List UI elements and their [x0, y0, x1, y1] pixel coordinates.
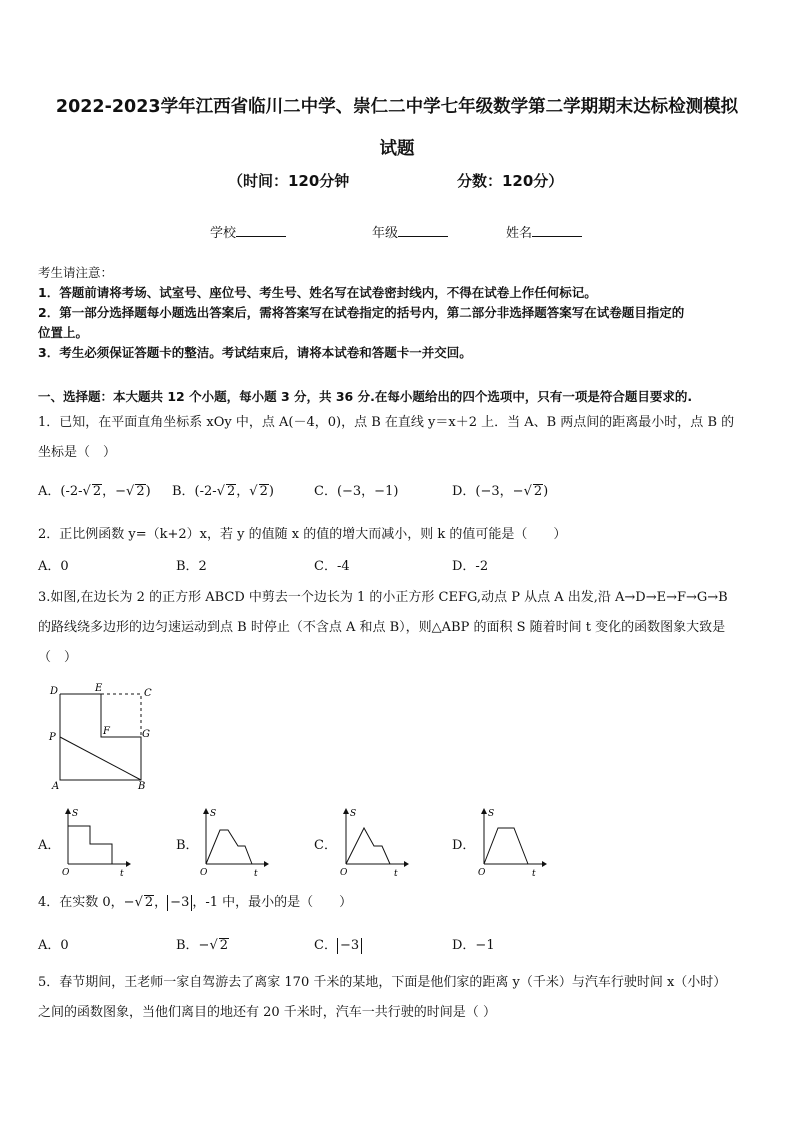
q3-polygon — [60, 694, 141, 780]
q1-a-radicand-2: 2 — [136, 484, 145, 499]
graph-a-curve — [68, 826, 112, 864]
q1-b-post: ) — [268, 484, 274, 499]
q3-graph-a — [62, 806, 132, 878]
grade-blank — [398, 223, 448, 237]
s-label: S — [210, 809, 217, 819]
notice-item-2-cont: 位置上。 — [38, 325, 89, 340]
q1-a-radicand: 2 — [92, 484, 102, 499]
y-axis-arrow — [343, 808, 349, 814]
q1-options — [38, 478, 760, 506]
q1-b-radicand: 2 — [226, 484, 236, 499]
q1-a-pre: A．(-2- — [38, 484, 83, 499]
q4-option-c — [314, 932, 362, 960]
q3-graph-d — [478, 806, 548, 878]
s-label: S — [72, 809, 79, 819]
notice-item-1: 1．答题前请将考场、试室号、座位号、考生号、姓名写在试卷密封线内，不得在试卷上作任何标记。 — [38, 285, 597, 300]
x-axis-arrow — [542, 861, 547, 867]
q1-d-post: ) — [543, 484, 549, 499]
name-field — [506, 222, 582, 241]
q1-option-b — [172, 478, 274, 506]
sqrt-sign: √ — [134, 895, 143, 910]
q1-d-radicand: 2 — [533, 484, 543, 499]
q4-option-b — [176, 932, 229, 960]
q3-segment-pb — [60, 737, 141, 780]
q4-c-abs: −3 — [337, 938, 362, 954]
q4-options — [38, 932, 760, 960]
q1-option-d — [452, 478, 548, 506]
q5-line1: 5．春节期间，王老师一家自驾游去了离家 170 千米的某地，下面是他们家的距离 y（千米）与汽车行驶时间 x（小时） — [38, 975, 727, 990]
q3-option-b-label: B． — [176, 838, 199, 853]
q5-line2: 之间的函数图象，当他们离目的地还有 20 千米时，汽车一共行驶的时间是（ ） — [38, 1005, 496, 1020]
q4-stem-pre: 4．在实数 0，− — [38, 895, 135, 910]
q3-option-a-label: A． — [38, 838, 61, 853]
s-label: S — [350, 809, 357, 819]
exam-title-line2: 试题 — [379, 139, 415, 159]
sqrt-sign: √ — [209, 938, 218, 953]
q2-option-a: A．0 — [38, 559, 69, 574]
exam-meta — [0, 170, 794, 194]
label-b: B — [138, 781, 146, 792]
q1-option-a — [38, 478, 151, 506]
label-g: G — [142, 729, 150, 740]
q4-abs-value: −3 — [167, 895, 192, 911]
q2-option-d: D．-2 — [452, 559, 489, 574]
q4-radicand: 2 — [144, 895, 154, 910]
label-p: P — [49, 732, 56, 743]
q3-graph-c — [340, 806, 410, 878]
q1-option-c: C．(−3，−1) — [314, 484, 399, 499]
q4-stem-post: ，-1 中，最小的是（ ） — [192, 895, 353, 910]
q3-line1: 3.如图,在边长为 2 的正方形 ABCD 中剪去一个边长为 1 的小正方形 CEFG,动点 P 从点 A 出发,沿 A→D→E→F→G→B — [38, 590, 728, 605]
name-label: 姓名 — [506, 226, 533, 241]
notice-item-3: 3．考生必须保证答题卡的整洁。考试结束后，请将本试卷和答题卡一并交回。 — [38, 345, 472, 360]
notice-item-2: 2．第一部分选择题每小题选出答案后，需将答案写在试卷指定的括号内，第二部分非选择题答案写在试卷题目指定的 — [38, 305, 685, 320]
label-f: F — [103, 726, 110, 737]
q3-line3: （ ） — [38, 650, 78, 665]
o-label: O — [200, 868, 208, 878]
q4-c-pre: C． — [314, 938, 337, 953]
q4-stem-mid: ， — [154, 895, 168, 910]
y-axis-arrow — [65, 808, 71, 814]
q2-stem: 2．正比例函数 y=（k+2）x，若 y 的值随 x 的值的增大而减小，则 k 的值可能是（ ） — [38, 527, 567, 542]
q1-d-pre: D．(−3，− — [452, 484, 524, 499]
exam-score: 分数：120分） — [457, 172, 564, 190]
sqrt-sign: √ — [82, 484, 91, 499]
sqrt-sign: √ — [216, 484, 225, 499]
graph-b-curve — [206, 830, 252, 864]
q1-b-mid: ， — [236, 484, 250, 499]
graph-c-curve — [346, 828, 390, 864]
q3-line2: 的路线绕多边形的边匀速运动到点 B 时停止（不含点 A 和点 B），则△ABP 的面积 S 随着时间 t 变化的函数图象大致是 — [38, 620, 726, 635]
q3-option-d-label: D． — [452, 838, 476, 853]
q1-a-mid: ，− — [102, 484, 127, 499]
label-a: A — [52, 781, 60, 792]
q1-a-post: ) — [145, 484, 151, 499]
o-label: O — [62, 868, 70, 878]
q1-line2: 坐标是（ ） — [38, 445, 117, 460]
sqrt-sign: √ — [249, 484, 258, 499]
school-blank — [236, 223, 286, 237]
graph-d-curve — [484, 828, 528, 864]
q4-stem — [38, 888, 760, 918]
sqrt-sign: √ — [523, 484, 532, 499]
q2-options — [38, 553, 760, 581]
exam-time: （时间：120分钟 — [228, 172, 350, 190]
q3-graph-b — [200, 806, 270, 878]
sqrt-sign: √ — [126, 484, 135, 499]
q3-figure — [40, 680, 170, 795]
q4-b-radicand: 2 — [219, 938, 229, 953]
t-label: t — [394, 869, 398, 878]
exam-title-line1: 2022-2023学年江西省临川二中学、崇仁二中学七年级数学第二学期期末达标检测模拟 — [55, 97, 739, 117]
school-field — [210, 222, 286, 241]
question-1 — [38, 408, 760, 468]
q1-b-radicand-2: 2 — [259, 484, 268, 499]
label-d: D — [50, 686, 59, 697]
q4-option-a: A．0 — [38, 938, 69, 953]
label-e: E — [95, 683, 103, 694]
t-label: t — [532, 869, 536, 878]
s-label: S — [488, 809, 495, 819]
x-axis-arrow — [126, 861, 131, 867]
t-label: t — [254, 869, 258, 878]
o-label: O — [340, 868, 348, 878]
y-axis-arrow — [203, 808, 209, 814]
q2-option-b: B．2 — [176, 559, 207, 574]
q4-b-pre: B．− — [176, 938, 210, 953]
question-3 — [38, 583, 760, 673]
q4-option-d: D．−1 — [452, 938, 495, 953]
grade-label: 年级 — [372, 226, 399, 241]
q3-option-c-label: C． — [314, 838, 337, 853]
o-label: O — [478, 868, 486, 878]
school-label: 学校 — [210, 226, 237, 241]
question-5 — [38, 968, 760, 1028]
y-axis-arrow — [481, 808, 487, 814]
grade-field — [372, 222, 448, 241]
q2-option-c: C．-4 — [314, 559, 350, 574]
name-blank — [532, 223, 582, 237]
notice-block — [38, 263, 760, 363]
question-4 — [38, 888, 760, 918]
exam-title — [30, 86, 764, 170]
t-label: t — [120, 869, 124, 878]
q1-line1: 1．已知，在平面直角坐标系 xOy 中，点 A(－4，0)，点 B 在直线 y＝x＋2 上．当 A、B 两点间的距离最小时，点 B 的 — [38, 415, 735, 430]
student-fields — [0, 222, 794, 242]
section-heading: 一、选择题：本大题共 12 个小题，每小题 3 分，共 36 分.在每小题给出的四个选项中，只有一项是符合题目要求的. — [38, 389, 693, 404]
q1-b-pre: B．(-2- — [172, 484, 217, 499]
x-axis-arrow — [264, 861, 269, 867]
label-c: C — [144, 688, 152, 699]
question-2 — [38, 520, 760, 550]
x-axis-arrow — [404, 861, 409, 867]
notice-head: 考生请注意： — [38, 265, 114, 280]
